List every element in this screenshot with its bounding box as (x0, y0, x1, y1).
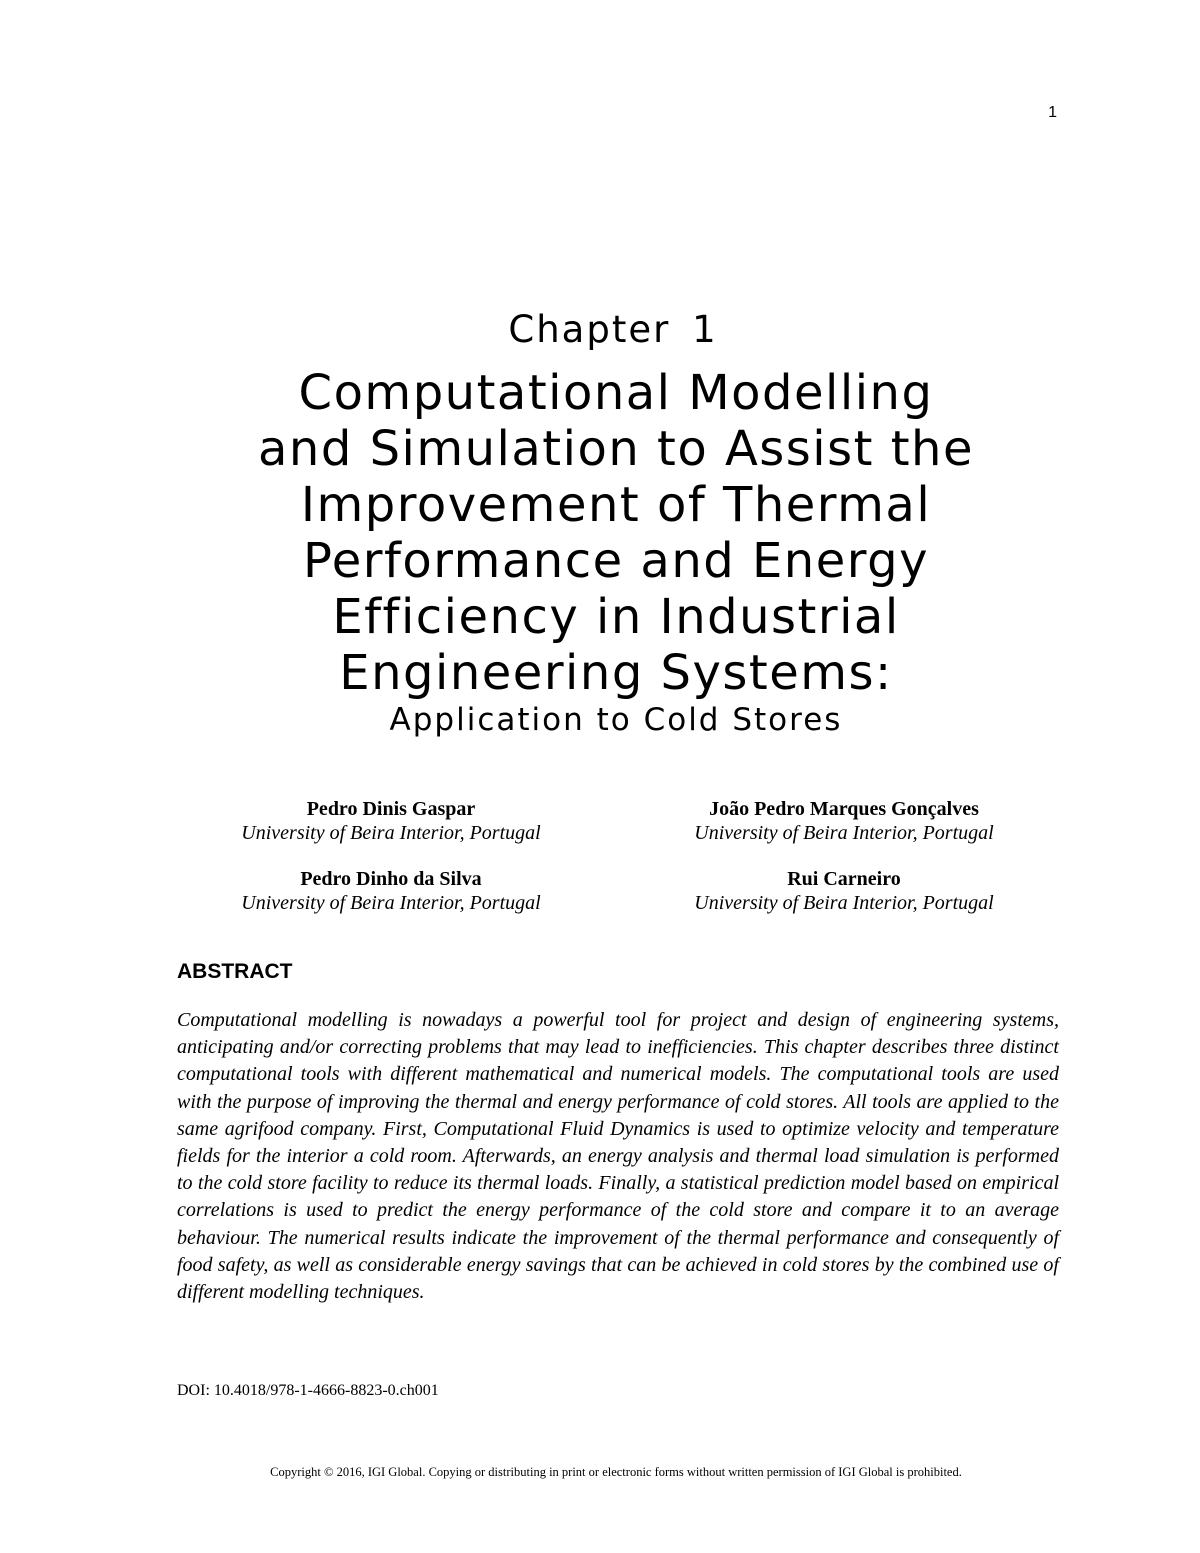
author-affiliation: University of Beira Interior, Portugal (241, 822, 541, 844)
page-number: 1 (1048, 104, 1057, 121)
title-line: Efficiency in Industrial (332, 589, 900, 645)
abstract-text: Computational modelling is nowadays a powerful tool for project and design of engineering systems, anticipating and/or correcting problems that may lead to inefficiencies. This chapter describes three distinct computational tools with different mathematical and numerical models. The computational tools are used with the purpose of improving the thermal and energy performance of cold stores. All tools are applied to the same agrifood company. First, Computational Fluid Dynamics is used to optimize velocity and temperature fields for the interior a cold room. Afterwards, an energy analysis and thermal load simulation is performed to the cold store facility to reduce its thermal loads. Finally, a statistical prediction model based on empirical correlations is used to predict the energy performance of the cold store and compare it to an average behaviour. The numerical results indicate the improvement of the thermal performance and consequently of food safety, as well as considerable energy savings that can be achieved in cold stores by the combined use of different modelling techniques. (177, 1009, 1059, 1304)
title-line: Engineering Systems: (339, 645, 893, 701)
author-name: João Pedro Marques Gonçalves (709, 798, 979, 820)
author-block (191, 867, 591, 915)
doi: DOI: 10.4018/978-1-4666-8823-0.ch001 (177, 1382, 439, 1399)
author-affiliation: University of Beira Interior, Portugal (694, 892, 994, 914)
title-line: Improvement of Thermal (300, 477, 932, 533)
author-affiliation: University of Beira Interior, Portugal (241, 892, 541, 914)
author-block (191, 797, 591, 845)
title-line: Computational Modelling (298, 365, 934, 421)
author-name: Pedro Dinho da Silva (300, 868, 482, 890)
chapter-title (150, 365, 1082, 740)
copyright-notice: Copyright © 2016, IGI Global. Copying or distributing in print or electronic forms without written permission of IGI Global is prohibited. (270, 1465, 962, 1479)
abstract-heading: ABSTRACT (177, 960, 293, 983)
author-name: Pedro Dinis Gaspar (306, 798, 476, 820)
author-affiliation: University of Beira Interior, Portugal (694, 822, 994, 844)
title-line: and Simulation to Assist the (258, 421, 974, 477)
chapter-subtitle: Application to Cold Stores (389, 702, 843, 738)
author-block (644, 867, 1044, 915)
author-name: Rui Carneiro (787, 868, 901, 890)
title-line: Performance and Energy (302, 533, 930, 589)
chapter-label: Chapter 1 (508, 308, 718, 351)
author-block (644, 797, 1044, 845)
